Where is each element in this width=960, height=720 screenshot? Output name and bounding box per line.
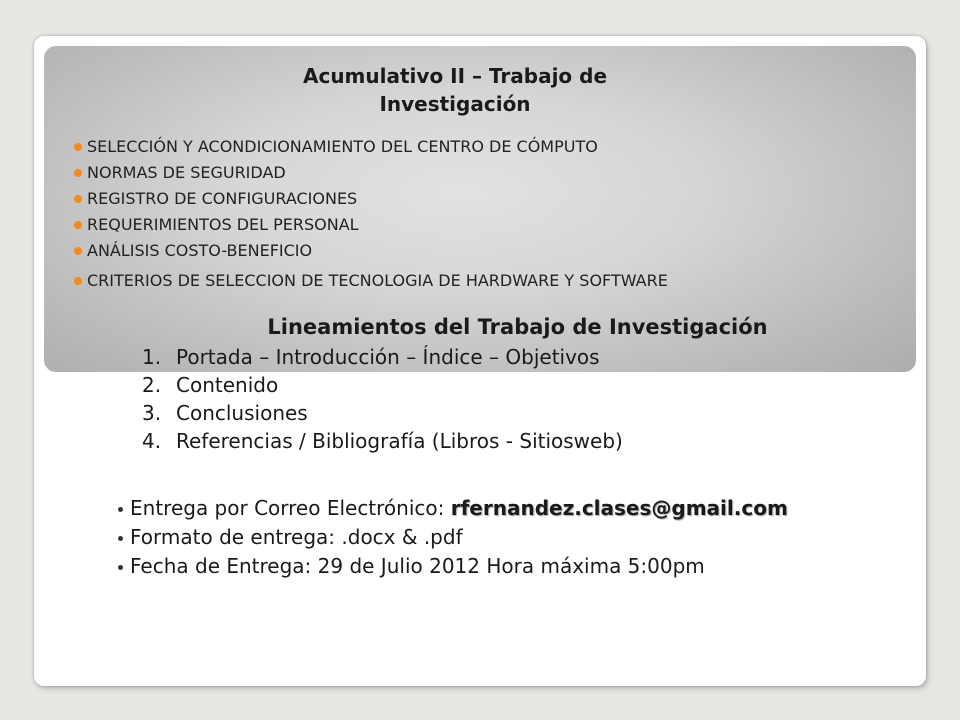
slide-title-line-2: Investigación [379, 92, 531, 116]
topic-text: ANÁLISIS COSTO-BENEFICIO [87, 241, 313, 260]
orange-bullet-icon [74, 247, 82, 255]
orange-bullet-icon [74, 221, 82, 229]
topic-item [74, 212, 668, 238]
topic-text: NORMAS DE SEGURIDAD [87, 163, 286, 182]
slide-title-line-1: Acumulativo II – Trabajo de [302, 64, 608, 88]
delivery-email-label: Entrega por Correo Electrónico: [130, 496, 451, 520]
topic-item [74, 268, 668, 294]
delivery-date-item [118, 552, 788, 581]
topic-item [74, 186, 668, 212]
guideline-item [142, 371, 623, 399]
guideline-number: 4. [142, 429, 162, 453]
bullet-icon [118, 536, 123, 541]
delivery-details [118, 494, 788, 581]
delivery-email-item [118, 494, 788, 523]
topic-text: CRITERIOS DE SELECCION DE TECNOLOGIA DE HARDWARE Y SOFTWARE [87, 271, 668, 290]
orange-bullet-icon [74, 169, 82, 177]
orange-bullet-icon [74, 143, 82, 151]
slide-title [200, 62, 710, 118]
guideline-item [142, 343, 623, 371]
delivery-format-text: Formato de entrega: .docx & .pdf [130, 525, 463, 549]
orange-bullet-icon [74, 195, 82, 203]
topic-text: REQUERIMIENTOS DEL PERSONAL [87, 215, 359, 234]
guideline-number: 3. [142, 401, 162, 425]
delivery-email-link[interactable]: rfernandez.clases@gmail.com [450, 496, 788, 520]
guidelines-title: Lineamientos del Trabajo de Investigación [267, 315, 768, 339]
topic-item [74, 134, 668, 160]
topic-list [74, 134, 668, 294]
topic-item [74, 160, 668, 186]
delivery-format-item [118, 523, 788, 552]
delivery-date-text: Fecha de Entrega: 29 de Julio 2012 Hora máxima 5:00pm [130, 554, 705, 578]
guideline-text: Portada – Introducción – Índice – Objetivos [176, 345, 600, 369]
orange-bullet-icon [74, 277, 82, 285]
guideline-number: 1. [142, 345, 162, 369]
topic-text: SELECCIÓN Y ACONDICIONAMIENTO DEL CENTRO DE CÓMPUTO [87, 137, 598, 156]
guideline-text: Contenido [176, 373, 279, 397]
bullet-icon [118, 507, 123, 512]
bullet-icon [118, 565, 123, 570]
guideline-item [142, 399, 623, 427]
guideline-item [142, 427, 623, 455]
guidelines-list [142, 343, 623, 455]
guideline-number: 2. [142, 373, 162, 397]
topic-item [74, 238, 668, 264]
guideline-text: Conclusiones [176, 401, 308, 425]
guideline-text: Referencias / Bibliografía (Libros - Sitiosweb) [176, 429, 623, 453]
topic-text: REGISTRO DE CONFIGURACIONES [87, 189, 358, 208]
